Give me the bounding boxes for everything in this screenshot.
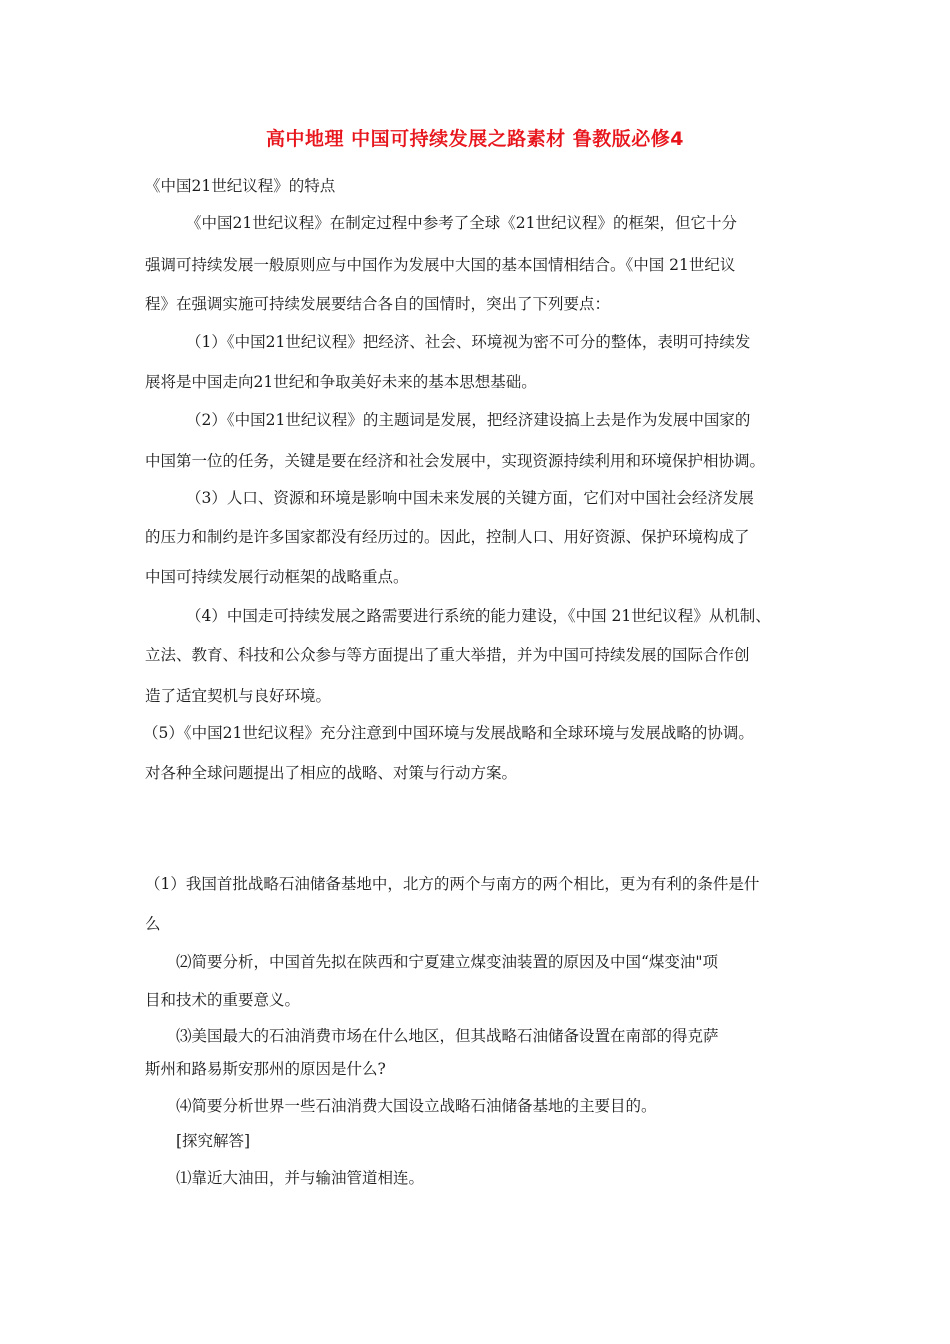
question-2-line: 目和技术的重要意义。: [145, 991, 301, 1009]
intro-line: 《中国21世纪议程》在制定过程中参考了全球《21世纪议程》的框架，但它十分: [186, 214, 737, 232]
question-1-line: 么: [145, 915, 161, 933]
point-1-line: 展将是中国走向21世纪和争取美好未来的基本思想基础。: [145, 373, 537, 391]
point-4-line: 造了适宜契机与良好环境。: [145, 687, 332, 705]
point-4-line: 立法、教育、科技和公众参与等方面提出了重大举措，并为中国可持续发展的国际合作创: [145, 646, 750, 664]
intro-line: 强调可持续发展一般原则应与中国作为发展中大国的基本国情相结合。《中国 21世纪议: [145, 256, 736, 274]
answer-heading: [探究解答]: [176, 1132, 251, 1150]
answer-1-line: ⑴靠近大油田，并与输油管道相连。: [176, 1169, 425, 1187]
point-2-line: 中国第一位的任务，关键是要在经济和社会发展中，实现资源持续利用和环境保护相协调。: [145, 452, 766, 470]
question-1-line: （1）我国首批战略石油储备基地中，北方的两个与南方的两个相比，更为有利的条件是什: [145, 875, 760, 893]
question-3-line: ⑶美国最大的石油消费市场在什么地区，但其战略石油储备设置在南部的得克萨: [176, 1027, 719, 1045]
point-4-line: （4）中国走可持续发展之路需要进行系统的能力建设，《中国 21世纪议程》从机制、: [186, 607, 771, 625]
question-4-line: ⑷简要分析世界一些石油消费大国设立战略石油储备基地的主要目的。: [176, 1097, 657, 1115]
intro-line: 程》在强调实施可持续发展要结合各自的国情时，突出了下列要点：: [145, 295, 611, 313]
point-1-line: （1）《中国21世纪议程》把经济、社会、环境视为密不可分的整体，表明可持续发: [186, 333, 751, 351]
point-3-line: 的压力和制约是许多国家都没有经历过的。因此，控制人口、用好资源、保护环境构成了: [145, 528, 750, 546]
question-2-line: ⑵简要分析，中国首先拟在陕西和宁夏建立煤变油装置的原因及中国“煤变油"项: [176, 953, 719, 971]
document-title: 高中地理 中国可持续发展之路素材 鲁教版必修4: [266, 128, 684, 150]
question-3-line: 斯州和路易斯安那州的原因是什么?: [145, 1060, 386, 1078]
point-5-line: 对各种全球问题提出了相应的战略、对策与行动方案。: [145, 764, 518, 782]
section-heading: 《中国21世纪议程》的特点: [145, 177, 336, 195]
point-3-line: 中国可持续发展行动框架的战略重点。: [145, 568, 409, 586]
point-3-line: （3）人口、资源和环境是影响中国未来发展的关键方面，它们对中国社会经济发展: [186, 489, 754, 507]
point-2-line: （2）《中国21世纪议程》的主题词是发展，把经济建设搞上去是作为发展中国家的: [186, 411, 751, 429]
point-5-line: （5）《中国21世纪议程》充分注意到中国环境与发展战略和全球环境与发展战略的协调。: [143, 724, 754, 742]
